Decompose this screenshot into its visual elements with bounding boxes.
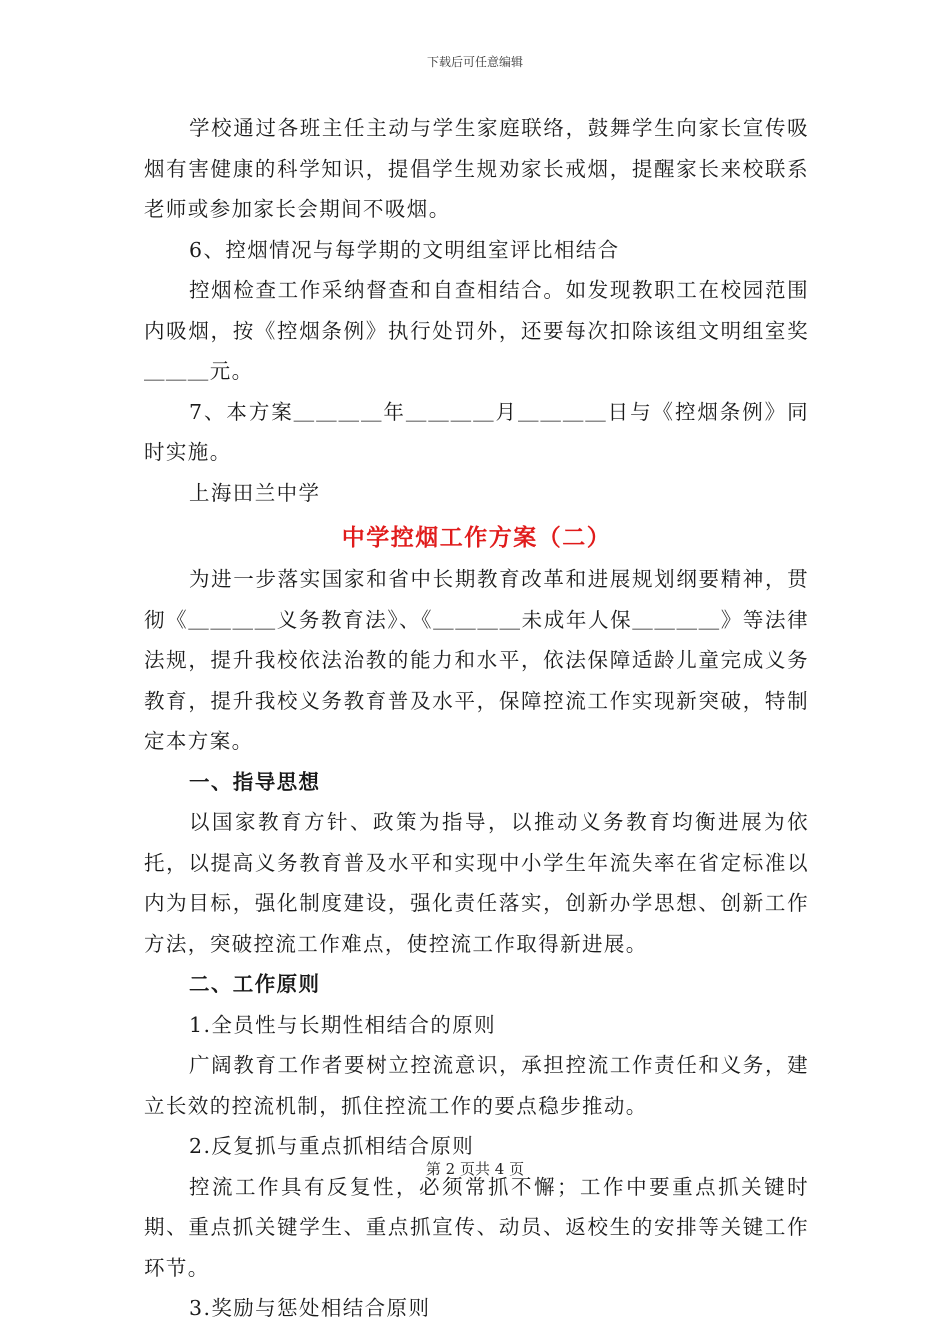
paragraph-family-contact: 学校通过各班主任主动与学生家庭联络，鼓舞学生向家长宣传吸烟有害健康的科学知识，提倡学生规劝家长戒烟，提醒家长来校联系老师或参加家长会期间不吸烟。 [144, 116, 809, 221]
principle-3-heading: 3.奖励与惩处相结合原则 [189, 1296, 431, 1320]
paragraph-principle-1: 广阔教育工作者要树立控流意识，承担控流工作责任和义务，建立长效的控流机制，抓住控流工作的要点稳步推动。 [144, 1053, 809, 1118]
heading-work-principles: 二、工作原则 [189, 972, 321, 996]
principle-2-heading: 2.反复抓与重点抓相结合原则 [189, 1134, 475, 1158]
item-6-heading: 6、控烟情况与每学期的文明组室评比相结合 [189, 237, 620, 262]
page-header: 下载后可任意编辑 [426, 55, 523, 69]
document-body [144, 108, 809, 1329]
school-name: 上海田兰中学 [189, 480, 321, 505]
paragraph-guiding-ideology: 以国家教育方针、政策为指导，以推动义务教育均衡进展为依托，以提高义务教育普及水平和实现中小学生年流失率在省定标准以内为目标，强化制度建设，强化责任落实，创新办学思想、创新工作方法，突破控流工作难点，使控流工作取得新进展。 [144, 810, 809, 956]
paragraph-smoking-inspection: 控烟检查工作采纳督查和自查相结合。如发现教职工在校园范围内吸烟，按《控烟条例》执行处罚外，还要每次扣除该组文明组室奖＿＿＿元。 [144, 278, 809, 383]
principle-1-heading: 1.全员性与长期性相结合的原则 [189, 1012, 497, 1037]
section-title: 中学控烟工作方案（二） [341, 524, 612, 551]
paragraph-intro: 为进一步落实国家和省中长期教育改革和进展规划纲要精神，贯彻《＿＿＿＿义务教育法》、《＿＿＿＿未成年人保＿＿＿＿》等法律法规，提升我校依法治教的能力和水平，依法保障适龄儿童完成义务教育，提升我校义务教育普及水平，保障控流工作实现新突破，特制定本方案。 [144, 567, 809, 753]
paragraph-principle-2: 控流工作具有反复性，必须常抓不懈；工作中要重点抓关键时期、重点抓关键学生、重点抓宣传、动员、返校生的安排等关键工作环节。 [144, 1174, 809, 1280]
heading-guiding-ideology: 一、指导思想 [189, 769, 321, 794]
item-7-heading: 7、本方案＿＿＿＿年＿＿＿＿月＿＿＿＿日与《控烟条例》同时实施。 [144, 399, 809, 464]
page-footer: 第 2 页共 4 页 [425, 1160, 525, 1178]
